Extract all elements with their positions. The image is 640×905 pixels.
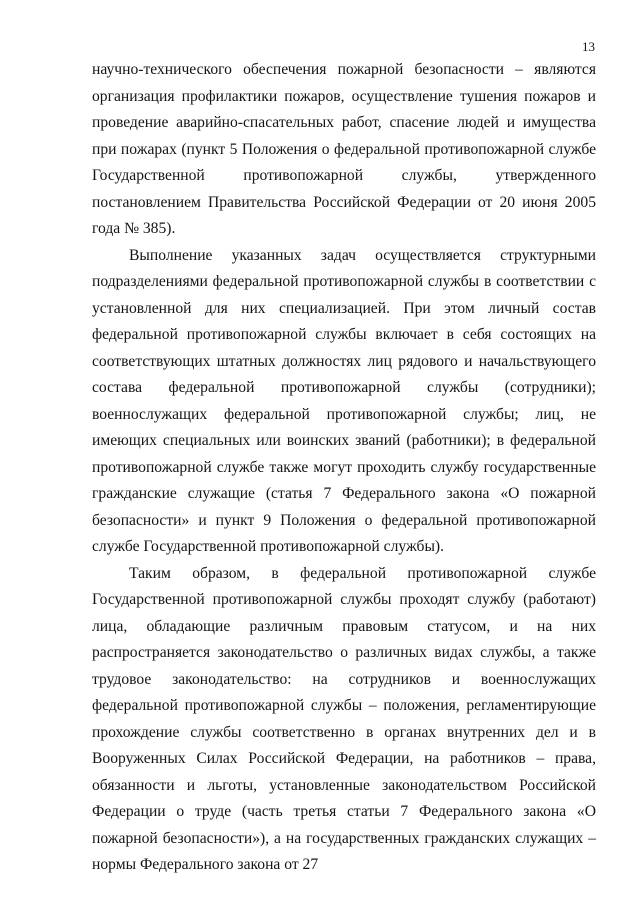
page-number: 13 [582,39,595,54]
paragraph-legal-status: Таким образом, в федеральной противопожарной службе Государственной противопожарной службы проходят службу (работают) лица, обладающие различным правовым статусом, и на них распространяется законодательство о различных видах службы, а также трудовое законодательство: на сотрудников и военнослужащих федеральной противопожарной службы – положения, регламентирующие прохождение службы соответственно в органах внутренних дел и в Вооруженных Силах Российской Федерации, на работников – права, обязанности и льготы, установленные законодательством Российской Федерации о труде (часть третья статьи 7 Федерального закона «О пожарной безопасности»), а на государственных гражданских служащих – нормы Федерального закона от 27 [92,564,596,873]
body-text [92,57,596,879]
paragraph-structure: Выполнение указанных задач осуществляется структурными подразделениями федеральной противопожарной службы в соответствии с установленной для них специализацией. При этом личный состав федеральной противопожарной службы включает в себя состоящих на соответствующих штатных должностях лиц рядового и начальствующего состава федеральной противопожарной службы (сотрудники); военнослужащих федеральной противопожарной службы; лиц, не имеющих специальных или воинских званий (работники); в федеральной противопожарной службе также могут проходить службу государственные гражданские служащие (статья 7 Федерального закона «О пожарной безопасности» и пункт 9 Положения о федеральной противопожарной службе Государственной противопожарной службы). [92,246,596,555]
paragraph-continuation: научно-технического обеспечения пожарной безопасности – являются организация профилактики пожаров, осуществление тушения пожаров и проведение аварийно-спасательных работ, спасение людей и имущества при пожарах (пункт 5 Положения о федеральной противопожарной службе Государственной противопожарной службы, утвержденного постановлением Правительства Российской Федерации от 20 июня 2005 года № 385). [92,61,596,237]
